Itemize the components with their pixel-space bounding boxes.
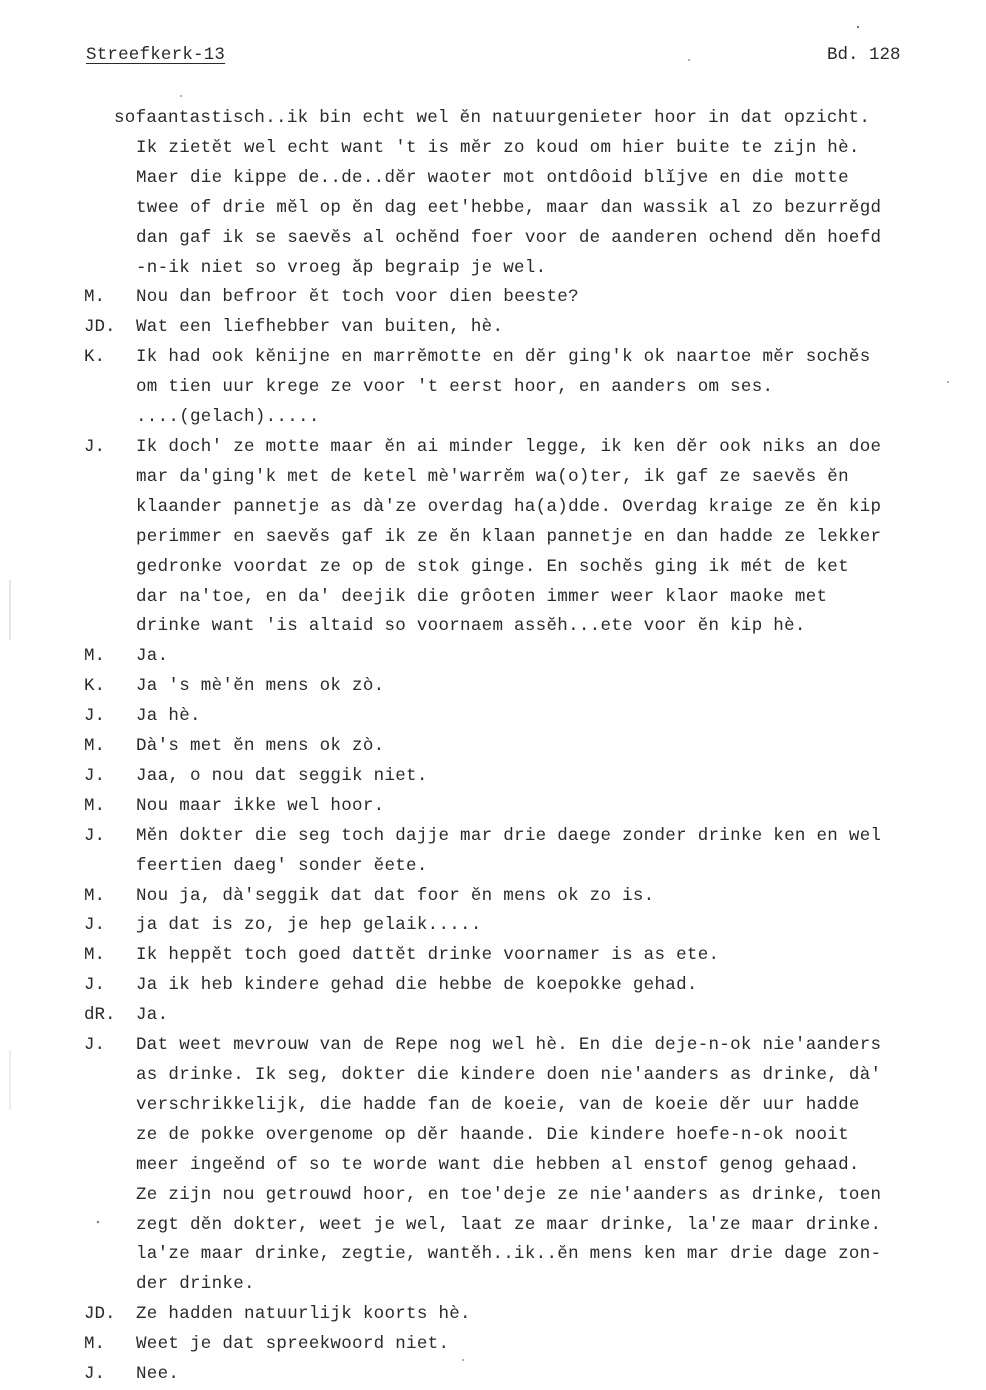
- speaker-label: JD.: [84, 1304, 116, 1325]
- speaker-turn: [84, 822, 984, 882]
- transcript-line: gedronke voordat ze op de stok ginge. En sochĕs ging ik mét de ket: [136, 556, 849, 577]
- speaker-turn: [84, 882, 984, 912]
- transcript-line: Mĕn dokter die seg toch dajje mar drie daege zonder drinke ken en wel: [136, 825, 882, 846]
- transcript-line: Nou dan befroor ĕt toch voor dien beeste?: [136, 287, 579, 308]
- speaker-label: M.: [84, 646, 106, 667]
- speaker-turn: [84, 433, 984, 642]
- speaker-label: M.: [84, 945, 106, 966]
- transcript-line: Weet je dat spreekwoord niet.: [136, 1334, 450, 1355]
- transcript-line: perimmer en saevĕs gaf ik ze ĕn klaan pannetje en dan hadde ze lekker: [136, 526, 882, 547]
- transcript-line: Jaa, o nou dat seggik niet.: [136, 765, 428, 786]
- speaker-label: J.: [84, 1364, 106, 1385]
- transcript-line: Ja 's mè'ĕn mens ok zò.: [136, 676, 385, 697]
- speaker-turn: [84, 762, 984, 792]
- speaker-turn: [84, 1330, 984, 1360]
- speaker-label: M.: [84, 287, 106, 308]
- transcript-line: feertien daeg' sonder ĕete.: [136, 855, 428, 876]
- transcript-line: ze de pokke overgenome op dĕr haande. Die kindere hoefe-n-ok nooit: [136, 1124, 849, 1145]
- speaker-turn: [84, 672, 984, 702]
- transcript-line: dan gaf ik se saevĕs al ochĕnd foer voor de aanderen ochend dĕn hoefd: [136, 227, 882, 248]
- speaker-label: M.: [84, 736, 106, 757]
- transcript-line: Dà's met ĕn mens ok zò.: [136, 736, 385, 757]
- speaker-turn: [84, 642, 984, 672]
- transcript-line: verschrikkelijk, die hadde fan de koeie, van de koeie dĕr uur hadde: [136, 1094, 860, 1115]
- speaker-label: K.: [84, 347, 106, 368]
- transcript-line: Ja.: [136, 646, 169, 667]
- speaker-turn: [84, 1001, 984, 1031]
- transcript-body: [84, 104, 984, 1390]
- document-reference: Streefkerk-13: [86, 45, 226, 65]
- speaker-turn: [84, 792, 984, 822]
- speaker-label: K.: [84, 676, 106, 697]
- speaker-label: M.: [84, 795, 106, 816]
- transcript-line: Dat weet mevrouw van de Repe nog wel hè. En die deje-n-ok nie'aanders: [136, 1035, 882, 1056]
- speaker-label: J.: [84, 915, 106, 936]
- speaker-label: J.: [84, 1035, 106, 1056]
- speaker-turn: [84, 1300, 984, 1330]
- transcript-line: drinke want 'is altaid so voornaem assĕh...ete voor ĕn kip hè.: [136, 616, 806, 637]
- speaker-turn: [84, 941, 984, 971]
- speaker-label: J.: [84, 825, 106, 846]
- transcript-line: Ja hè.: [136, 706, 201, 727]
- speaker-turn: [84, 971, 984, 1001]
- transcript-line: dar na'toe, en da' deejik die grôoten immer weer klaor maoke met: [136, 586, 828, 607]
- transcript-line: ja dat is zo, je hep gelaik.....: [136, 915, 482, 936]
- speaker-label: J.: [84, 975, 106, 996]
- speaker-turn: [84, 1031, 984, 1300]
- transcript-line: zegt dĕn dokter, weet je wel, laat ze maar drinke, la'ze maar drinke.: [136, 1214, 882, 1235]
- transcript-line: Nee.: [136, 1364, 180, 1385]
- speaker-turn: [84, 1360, 984, 1390]
- speaker-turn: [84, 911, 984, 941]
- page-number: Bd. 128: [827, 45, 901, 65]
- transcript-line: om tien uur krege ze voor 't eerst hoor, en aanders om ses.: [136, 377, 774, 398]
- transcript-line: Wat een liefhebber van buiten, hè.: [136, 317, 504, 338]
- transcript-line: Ze hadden natuurlijk koorts hè.: [136, 1304, 471, 1325]
- speaker-turn: [84, 104, 984, 283]
- speaker-label: J.: [84, 765, 106, 786]
- speaker-turn: [84, 732, 984, 762]
- speaker-turn: [84, 283, 984, 313]
- transcript-line: sofaantastisch..ik bin echt wel ĕn natuurgenieter hoor in dat opzicht.: [114, 108, 871, 128]
- speaker-turn: [84, 702, 984, 732]
- transcript-line: Ik heppĕt toch goed dattĕt drinke voornamer is as ete.: [136, 945, 720, 966]
- transcript-line: Ik doch' ze motte maar ĕn ai minder legge, ik ken dĕr ook niks an doe: [136, 436, 882, 457]
- speaker-label: M.: [84, 1334, 106, 1355]
- speaker-label: M.: [84, 885, 106, 906]
- speaker-turn: [84, 343, 984, 433]
- speaker-label: J.: [84, 706, 106, 727]
- transcript-line: klaander pannetje as dà'ze overdag ha(a)dde. Overdag kraige ze ĕn kip: [136, 496, 882, 517]
- speaker-label: J.: [84, 436, 106, 457]
- speaker-label: JD.: [84, 317, 116, 338]
- transcript-line: Ja ik heb kindere gehad die hebbe de koepokke gehad.: [136, 975, 698, 996]
- transcript-line: twee of drie mĕl op ĕn dag eet'hebbe, maar dan wassik al zo bezurrĕgd: [136, 197, 882, 218]
- transcript-line: der drinke.: [136, 1274, 255, 1295]
- transcript-line: mar da'ging'k met de ketel mè'warrĕm wa(o)ter, ik gaf ze saevĕs ĕn: [136, 466, 849, 487]
- transcript-line: ....(gelach).....: [136, 407, 320, 428]
- transcript-line: la'ze maar drinke, zegtie, wantĕh..ik..ĕn mens ken mar drie dage zon-: [136, 1244, 882, 1265]
- transcript-line: Maer die kippe de..de..dĕr waoter mot ontdôoid blĭjve en die motte: [136, 167, 849, 188]
- speaker-label: dR.: [84, 1005, 116, 1026]
- transcript-line: Ik zietĕt wel echt want 't is mĕr zo koud om hier buite te zijn hè.: [136, 137, 860, 158]
- transcript-line: Ze zijn nou getrouwd hoor, en toe'deje ze nie'aanders as drinke, toen: [136, 1184, 882, 1205]
- transcript-line: Nou ja, dà'seggik dat dat foor ĕn mens ok zo is.: [136, 885, 655, 906]
- transcript-line: meer ingeĕnd of so te worde want die hebben al enstof genog gehaad.: [136, 1154, 860, 1175]
- transcript-line: as drinke. Ik seg, dokter die kindere doen nie'aanders as drinke, dà': [136, 1065, 882, 1085]
- speaker-turn: [84, 313, 984, 343]
- transcript-line: -n-ik niet so vroeg ăp begraip je wel.: [136, 257, 547, 278]
- transcript-line: Ik had ook kĕnijne en marrĕmotte en dĕr ging'k ok naartoe mĕr sochĕs: [136, 347, 871, 368]
- transcript-line: Nou maar ikke wel hoor.: [136, 795, 385, 816]
- transcript-line: Ja.: [136, 1005, 169, 1026]
